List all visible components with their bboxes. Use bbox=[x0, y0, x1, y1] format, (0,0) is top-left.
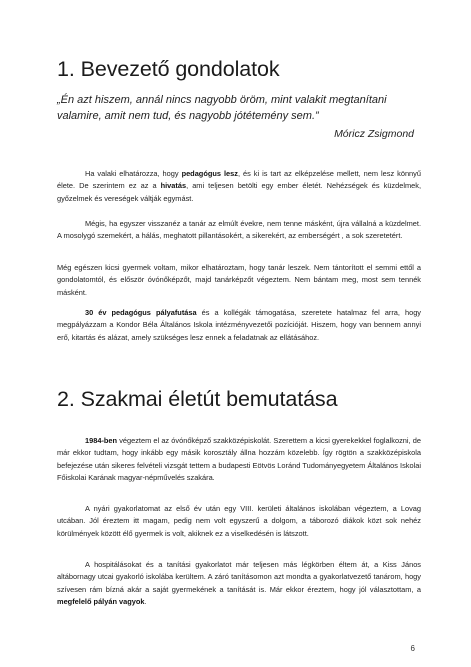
paragraph: Ha valaki elhatározza, hogy pedagógus lesz, és ki is tart az elképzelése mellett, nem lesz könnyű élete. De szerintem ez az a hivatás, ami teljesen betölti egy ember életét. Nehézségek és küzdelmek, győzelmek és vereségek váltják egymást. bbox=[57, 169, 421, 203]
paragraph: A hospitálásokat és a tanítási gyakorlatot már teljesen más légkörben éltem át, a Kiss János altábornagy utcai gyakorló iskolába kerültem. A záró tanításomon azt mondta a gyakorlatvezető tanárom, hogy szívesen rám bízná akár a saját gyermekének a tanítását is. Már ekkor éreztem, hogy jól választottam, a megfelelő pályán vagyok. bbox=[57, 560, 421, 606]
bold-phrase: 30 év pedagógus pályafutása bbox=[85, 308, 197, 317]
bold-phrase: pedagógus lesz bbox=[181, 169, 238, 178]
section2-heading: 2. Szakmai életút bemutatása bbox=[57, 387, 338, 411]
paragraph: 30 év pedagógus pályafutása és a kollégák támogatása, szeretete hatalmaz fel arra, hogy megpályázzam a Kondor Béla Általános Iskola intézményvezetői pozícióját. Hiszem, hogy van bennem annyi erő, kitartás és alázat, amely szükséges lesz ennek a feladatnak az ellátásához. bbox=[57, 308, 422, 342]
paragraph: 1984-ben végeztem el az óvónőképző szakközépiskolát. Szerettem a kicsi gyerekekkel foglalkozni, de már ekkor tudtam, hogy inkább egy másik korosztály állna hozzám közelebb. Így rögtön a szakközépiskola befejezése után sikeres felvételi vizsgát tettem a budapesti Eötvös Loránd Tudományegyetem Általános Iskolai Főiskolai Karának magyar-népművelés szakára. bbox=[57, 436, 421, 482]
paragraph: A nyári gyakorlatomat az első év után egy VIII. kerületi általános iskolában végeztem, a Lovag utcában. Jól éreztem itt magam, pedig nem volt egyszerű a dolgom, a táborozó diákok közt sok nehéz körülmények között élő gyermek is volt, akiknek ez a viselkedésén is látszott. bbox=[57, 504, 421, 538]
bold-phrase: 1984-ben bbox=[85, 436, 118, 445]
page-number: 6 bbox=[410, 644, 415, 653]
motto-quote: „Én azt hiszem, annál nincs nagyobb öröm, mint valakit megtanítani valamire, amit nem tud, és nagyobb jótétemény sem.” bbox=[57, 94, 387, 122]
bold-phrase: megfelelő pályán vagyok bbox=[57, 596, 145, 606]
bold-phrase: hivatás bbox=[160, 181, 187, 191]
section1-heading: 1. Bevezető gondolatok bbox=[57, 57, 280, 81]
paragraph: Mégis, ha egyszer visszanéz a tanár az elmúlt évekre, nem tenne másként, újra vállalná a küzdelmet. A mosolygó szemekért, a hálás, meghatott pillantásokért, a sikerekért, az emberségért , a sok szeretetért. bbox=[57, 219, 421, 241]
paragraph: Még egészen kicsi gyermek voltam, mikor elhatároztam, hogy tanár leszek. Nem tántorított el semmi ettől a gondolatomtól, és először óvónőképzőt, majd tanárképzőt végeztem. Nem bántam meg, most sem tennék másként. bbox=[57, 263, 421, 297]
motto-author: Móricz Zsigmond bbox=[334, 128, 414, 140]
